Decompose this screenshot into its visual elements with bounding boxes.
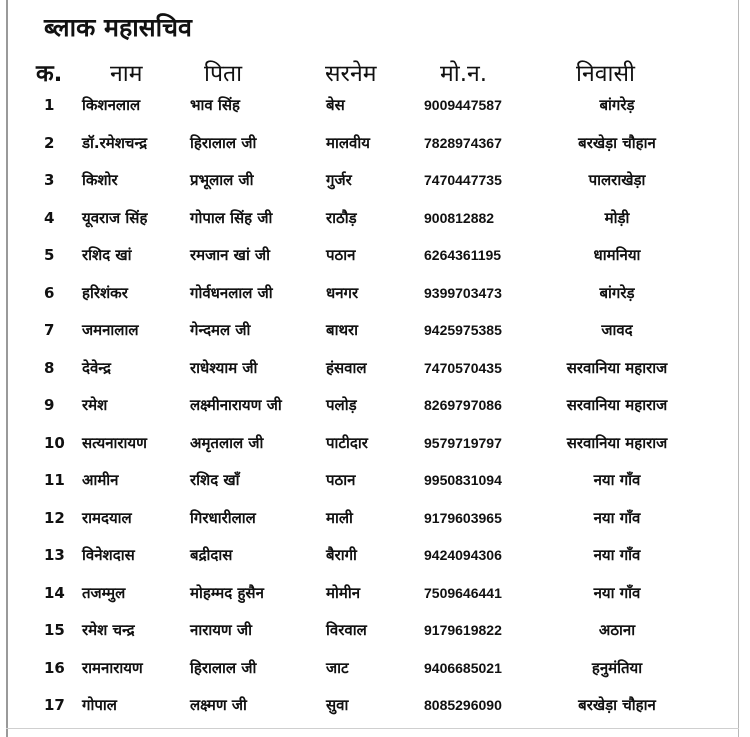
cell-surname: धनगर <box>326 283 359 302</box>
cell-residence: बांगरेड़ <box>599 96 635 114</box>
table-row <box>0 501 750 539</box>
table-row <box>0 538 750 576</box>
cell-surname: बाथरा <box>326 321 359 339</box>
cell-serial: 6 <box>44 283 55 302</box>
cell-surname: मोमीन <box>326 583 361 602</box>
cell-mobile: 9179619822 <box>424 622 502 638</box>
table-row <box>0 463 750 501</box>
cell-serial: 17 <box>44 696 65 714</box>
cell-residence: बरखेड़ा चौहान <box>578 696 656 714</box>
header-surname: सरनेम <box>325 61 377 87</box>
table-row <box>0 688 750 726</box>
cell-surname: जाट <box>326 658 349 677</box>
cell-residence: हनुमंतिया <box>591 658 643 677</box>
cell-residence: नया गॉंव <box>593 546 641 564</box>
cell-name: हरिशंकर <box>82 283 128 302</box>
header-residence: निवासी <box>576 61 635 87</box>
cell-father: लक्ष्मण जी <box>190 696 247 714</box>
cell-surname: हंसवाल <box>326 358 367 377</box>
cell-name: तजम्मुल <box>82 583 126 602</box>
cell-mobile: 9009447587 <box>424 97 502 113</box>
table-row <box>0 351 750 389</box>
cell-residence: बांगरेड़ <box>599 283 635 302</box>
cell-name: रमेश चन्द्र <box>82 621 135 639</box>
cell-father: हिरालाल जी <box>190 133 257 152</box>
cell-surname: पलोड़ <box>326 396 357 414</box>
cell-father: प्रभूलाल जी <box>190 171 254 189</box>
cell-father: गोर्वधनलाल जी <box>190 283 273 302</box>
cell-residence: मोड़ी <box>604 208 630 227</box>
cell-mobile: 900812882 <box>424 209 495 226</box>
cell-residence: जावद <box>601 321 633 339</box>
cell-father: मोहम्मद हुसैन <box>190 583 264 602</box>
table-row <box>0 388 750 426</box>
cell-father: अमृतलाल जी <box>190 433 264 452</box>
cell-residence: धामनिया <box>593 246 641 264</box>
cell-serial: 9 <box>44 396 55 414</box>
cell-father: रशिद खॉं <box>190 471 240 489</box>
cell-name: किशोर <box>82 171 118 189</box>
cell-name: देवेन्द्र <box>82 358 111 377</box>
cell-serial: 10 <box>44 433 65 452</box>
cell-father: बद्रीदास <box>190 546 233 564</box>
table-row <box>0 613 750 651</box>
cell-residence: पालराखेड़ा <box>588 171 646 189</box>
cell-serial: 8 <box>44 358 55 377</box>
table-row <box>0 426 750 464</box>
cell-name: गोपाल <box>82 696 117 714</box>
cell-mobile: 7828974367 <box>424 134 502 151</box>
table-body <box>0 88 750 726</box>
cell-mobile: 9399703473 <box>424 284 502 301</box>
cell-father: भाव सिंह <box>190 96 240 114</box>
cell-residence: नया गॉंव <box>593 471 641 489</box>
cell-father: गिरधारीलाल <box>190 508 256 527</box>
cell-father: गोपाल सिंह जी <box>190 208 273 227</box>
table-row <box>0 276 750 314</box>
cell-name: आमीन <box>82 471 119 489</box>
cell-name: यूवराज सिंह <box>82 208 148 227</box>
cell-name: रामदयाल <box>82 508 132 527</box>
cell-residence: नया गॉंव <box>593 583 641 602</box>
cell-father: नारायण जी <box>190 621 253 639</box>
cell-residence: अठाना <box>598 621 636 639</box>
cell-name: रामनारायण <box>82 658 143 677</box>
table-row <box>0 88 750 126</box>
cell-father: गेन्दमल जी <box>190 321 251 339</box>
cell-surname: बेस <box>326 96 345 114</box>
cell-surname: पाटीदार <box>326 433 368 452</box>
cell-mobile: 7470447735 <box>424 172 502 188</box>
cell-name: किशनलाल <box>82 96 141 114</box>
cell-serial: 14 <box>44 583 65 602</box>
cell-name: विनेशदास <box>82 546 135 564</box>
table-row <box>0 576 750 614</box>
cell-serial: 15 <box>44 621 65 639</box>
page-bottom-border <box>6 728 739 729</box>
cell-mobile: 7470570435 <box>424 359 502 376</box>
cell-surname: विरवाल <box>326 621 367 639</box>
cell-surname: बैरागी <box>326 546 357 564</box>
cell-surname: पठान <box>326 471 356 489</box>
cell-mobile: 9424094306 <box>424 547 502 563</box>
cell-surname: गुर्जर <box>326 171 352 189</box>
table-header <box>0 56 750 92</box>
cell-serial: 5 <box>44 246 55 264</box>
header-name: नाम <box>110 61 143 87</box>
cell-serial: 13 <box>44 546 65 564</box>
cell-residence: सरवानिया महाराज <box>566 396 668 414</box>
table-row <box>0 126 750 164</box>
cell-name: रशिद खां <box>82 246 132 264</box>
cell-serial: 2 <box>44 133 55 152</box>
cell-serial: 3 <box>44 171 55 189</box>
cell-serial: 1 <box>44 96 55 114</box>
table-row <box>0 313 750 351</box>
header-mobile: मो.न. <box>440 61 488 87</box>
cell-surname: माली <box>326 508 353 527</box>
cell-father: राधेश्याम जी <box>190 358 258 377</box>
cell-mobile: 8085296090 <box>424 697 502 713</box>
cell-father: लक्ष्मीनारायण जी <box>190 396 282 414</box>
cell-mobile: 9579719797 <box>424 434 502 451</box>
table-row <box>0 201 750 239</box>
header-serial: क. <box>36 61 63 87</box>
cell-mobile: 9950831094 <box>424 472 502 488</box>
cell-father: रमजान खां जी <box>190 246 271 264</box>
cell-name: सत्यनारायण <box>82 433 147 452</box>
cell-surname: राठौड़ <box>326 208 357 227</box>
cell-mobile: 9179603965 <box>424 509 502 526</box>
cell-residence: सरवानिया महाराज <box>566 433 668 452</box>
cell-serial: 16 <box>44 658 65 677</box>
cell-residence: नया गॉंव <box>593 508 641 527</box>
cell-name: रमेश <box>82 396 108 414</box>
cell-mobile: 7509646441 <box>424 584 502 601</box>
cell-name: जमनालाल <box>82 321 139 339</box>
cell-serial: 12 <box>44 508 65 527</box>
cell-surname: पठान <box>326 246 356 264</box>
cell-serial: 11 <box>44 471 65 489</box>
cell-serial: 7 <box>44 321 55 339</box>
cell-mobile: 9425975385 <box>424 322 502 338</box>
cell-name: डॉ.रमेशचन्द्र <box>82 133 148 152</box>
page-title: ब्लाक महासचिव <box>44 13 192 42</box>
cell-surname: सुवा <box>326 696 349 714</box>
cell-mobile: 8269797086 <box>424 397 502 413</box>
cell-residence: सरवानिया महाराज <box>566 358 668 377</box>
cell-surname: मालवीय <box>326 133 370 152</box>
table-row <box>0 238 750 276</box>
cell-father: हिरालाल जी <box>190 658 257 677</box>
cell-serial: 4 <box>44 208 55 227</box>
table-row <box>0 163 750 201</box>
cell-mobile: 9406685021 <box>424 659 502 676</box>
header-father: पिता <box>204 61 243 87</box>
table-row <box>0 651 750 689</box>
cell-mobile: 6264361195 <box>424 247 502 263</box>
cell-residence: बरखेड़ा चौहान <box>578 133 656 152</box>
